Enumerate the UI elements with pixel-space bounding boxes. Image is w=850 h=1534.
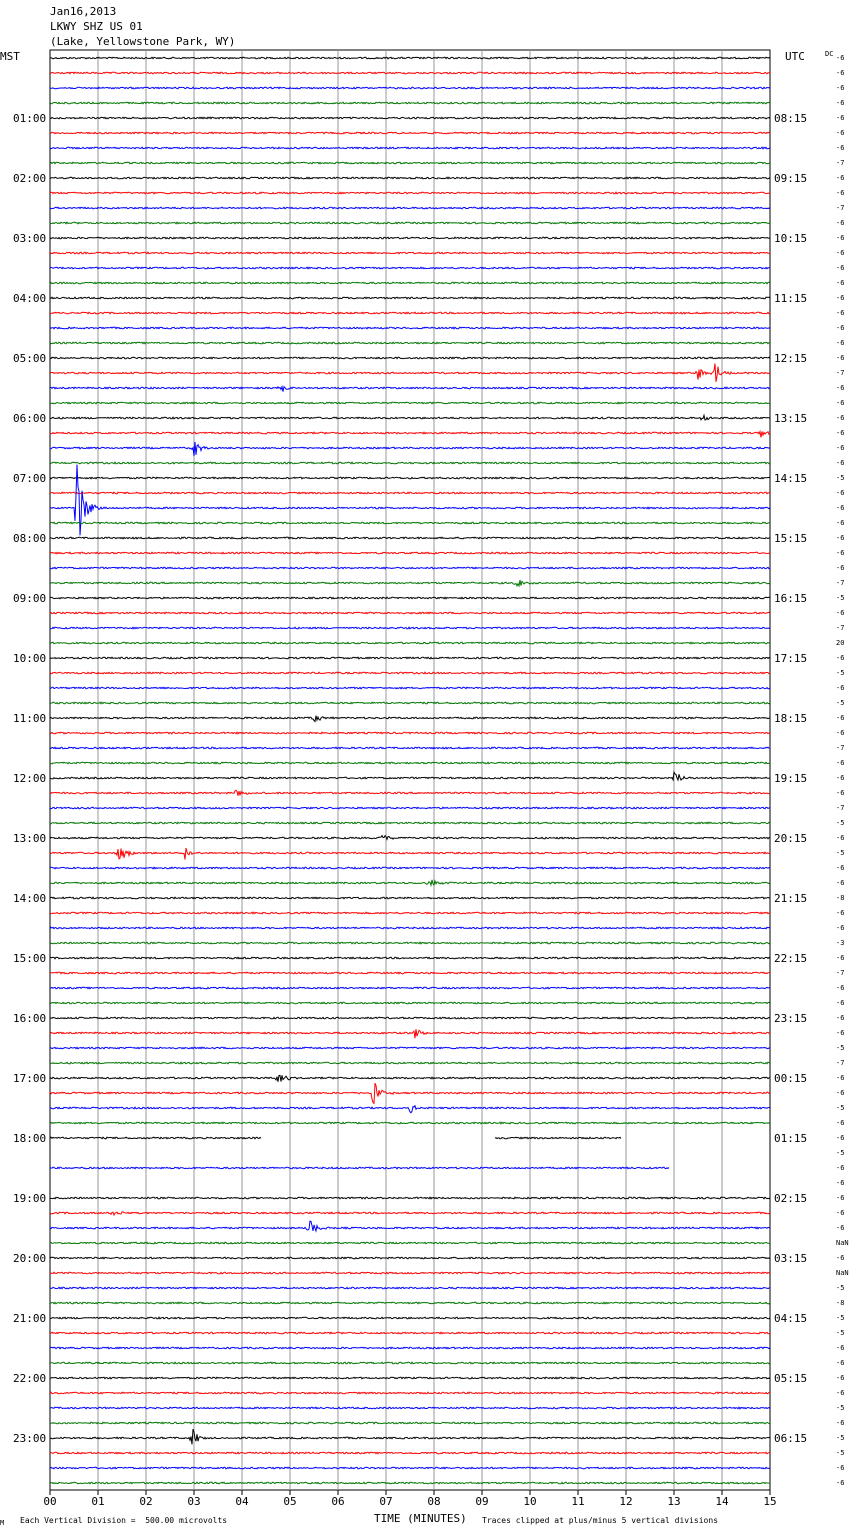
trace-offset-label: -6 xyxy=(836,729,845,737)
trace-line xyxy=(50,431,770,437)
x-tick-label: 05 xyxy=(283,1495,297,1508)
hour-label-mst: 18:00 xyxy=(13,1132,47,1145)
hour-label-utc: 08:15 xyxy=(774,112,808,125)
trace-line xyxy=(50,1017,770,1019)
trace-line xyxy=(50,790,770,796)
hour-label-mst: 01:00 xyxy=(13,112,47,125)
trace-offset-label: -6 xyxy=(836,84,845,92)
trace-offset-label: -6 xyxy=(836,654,845,662)
hour-label-utc: 10:15 xyxy=(774,232,808,245)
hour-label-mst: 02:00 xyxy=(13,172,47,185)
hour-label-utc: 12:15 xyxy=(774,352,808,365)
trace-offset-label: -6 xyxy=(836,99,845,107)
x-tick-label: 06 xyxy=(331,1495,345,1508)
hour-label-mst: 10:00 xyxy=(13,652,47,665)
trace-line xyxy=(50,522,770,524)
trace-offset-label: -6 xyxy=(836,489,845,497)
trace-offset-label: -6 xyxy=(836,249,845,257)
trace-line xyxy=(50,342,770,344)
hour-label-mst: 21:00 xyxy=(13,1312,47,1325)
trace-line xyxy=(50,327,770,329)
trace-offset-label: -6 xyxy=(836,279,845,287)
trace-offset-label: -7 xyxy=(836,579,845,587)
trace-offset-label: -6 xyxy=(836,834,845,842)
hour-label-utc: 23:15 xyxy=(774,1012,808,1025)
trace-offset-label: -6 xyxy=(836,1344,845,1352)
trace-line xyxy=(50,1137,621,1139)
hour-label-utc: 18:15 xyxy=(774,712,808,725)
trace-line xyxy=(50,1362,770,1364)
trace-offset-label: -6 xyxy=(836,414,845,422)
trace-offset-label: -6 xyxy=(836,1209,845,1217)
trace-offset-label: NaN xyxy=(836,1239,849,1247)
trace-offset-label: -6 xyxy=(836,219,845,227)
trace-offset-label: -6 xyxy=(836,354,845,362)
trace-line xyxy=(50,87,770,89)
trace-line xyxy=(50,642,770,644)
trace-line xyxy=(50,612,770,614)
dc-label: DC xyxy=(825,50,834,58)
footer-scale-note: Each Vertical Division = 500.00 microvolts xyxy=(20,1516,228,1525)
trace-offset-label: -6 xyxy=(836,909,845,917)
x-tick-label: 09 xyxy=(475,1495,489,1508)
trace-line xyxy=(50,772,770,780)
x-tick-label: 03 xyxy=(187,1495,201,1508)
trace-line xyxy=(50,1062,770,1064)
trace-offset-label: -6 xyxy=(836,564,845,572)
trace-offset-label: -7 xyxy=(836,804,845,812)
trace-line xyxy=(50,1221,770,1231)
trace-offset-label: -5 xyxy=(836,1149,845,1157)
trace-offset-label: -8 xyxy=(836,1299,845,1307)
trace-offset-label: NaN xyxy=(836,1269,849,1277)
hour-label-utc: 05:15 xyxy=(774,1372,808,1385)
hour-label-mst: 12:00 xyxy=(13,772,47,785)
trace-line xyxy=(50,732,770,734)
trace-line xyxy=(50,162,770,164)
trace-offset-label: -6 xyxy=(836,384,845,392)
trace-line xyxy=(50,1407,770,1409)
trace-line xyxy=(50,57,770,59)
trace-offset-label: -6 xyxy=(836,339,845,347)
trace-offset-label: -6 xyxy=(836,144,845,152)
trace-line xyxy=(50,192,770,194)
trace-line xyxy=(50,477,770,479)
hour-label-utc: 03:15 xyxy=(774,1252,808,1265)
trace-line xyxy=(50,72,770,74)
trace-offset-label: -6 xyxy=(836,954,845,962)
trace-line xyxy=(50,1452,770,1454)
trace-offset-label: -6 xyxy=(836,1119,845,1127)
x-tick-label: 15 xyxy=(763,1495,777,1508)
trace-line xyxy=(50,537,770,539)
x-tick-label: 02 xyxy=(139,1495,153,1508)
trace-offset-label: -5 xyxy=(836,699,845,707)
trace-offset-label: -5 xyxy=(836,1449,845,1457)
trace-line xyxy=(50,1197,770,1199)
trace-line xyxy=(50,222,770,224)
trace-line xyxy=(50,442,770,456)
trace-offset-label: -6 xyxy=(836,189,845,197)
trace-offset-label: -6 xyxy=(836,1134,845,1142)
station-name: LKWY SHZ US 01 xyxy=(50,20,143,33)
trace-offset-label: -7 xyxy=(836,369,845,377)
trace-line xyxy=(50,1287,770,1289)
right-timezone-label: UTC xyxy=(785,50,805,63)
x-tick-label: 13 xyxy=(667,1495,681,1508)
trace-line xyxy=(50,1392,770,1394)
trace-line xyxy=(50,657,770,659)
trace-line xyxy=(50,415,770,420)
trace-offset-label: -6 xyxy=(836,924,845,932)
plot-frame xyxy=(50,50,770,1490)
trace-line xyxy=(50,567,770,569)
trace-line xyxy=(50,1167,669,1169)
station-location: (Lake, Yellowstone Park, WY) xyxy=(50,35,236,48)
trace-offset-label: -7 xyxy=(836,624,845,632)
hour-label-mst: 23:00 xyxy=(13,1432,47,1445)
trace-line xyxy=(50,1467,770,1469)
trace-line xyxy=(50,147,770,149)
trace-offset-label: 20 xyxy=(836,639,845,647)
trace-line xyxy=(50,672,770,674)
trace-offset-label: -6 xyxy=(836,999,845,1007)
trace-line xyxy=(50,282,770,284)
trace-line xyxy=(50,1272,770,1274)
hour-label-utc: 06:15 xyxy=(774,1432,808,1445)
trace-offset-label: -6 xyxy=(836,864,845,872)
hour-label-mst: 05:00 xyxy=(13,352,47,365)
trace-line xyxy=(50,580,770,586)
trace-offset-label: -6 xyxy=(836,54,845,62)
hour-label-mst: 20:00 xyxy=(13,1252,47,1265)
trace-offset-label: -6 xyxy=(836,309,845,317)
trace-offset-label: -6 xyxy=(836,1194,845,1202)
trace-offset-label: -7 xyxy=(836,204,845,212)
trace-offset-label: -6 xyxy=(836,759,845,767)
hour-label-utc: 16:15 xyxy=(774,592,808,605)
hour-label-mst: 03:00 xyxy=(13,232,47,245)
trace-line xyxy=(50,957,770,959)
trace-offset-label: -6 xyxy=(836,1479,845,1487)
trace-offset-label: -6 xyxy=(836,1164,845,1172)
x-tick-label: 01 xyxy=(91,1495,105,1508)
trace-offset-label: -6 xyxy=(836,1419,845,1427)
trace-offset-label: -7 xyxy=(836,159,845,167)
trace-line xyxy=(50,117,770,119)
hour-label-utc: 04:15 xyxy=(774,1312,808,1325)
hour-label-mst: 07:00 xyxy=(13,472,47,485)
hour-label-mst: 08:00 xyxy=(13,532,47,545)
trace-offset-label: -6 xyxy=(836,1014,845,1022)
trace-line xyxy=(50,848,770,859)
hour-label-utc: 14:15 xyxy=(774,472,808,485)
trace-line xyxy=(50,465,770,536)
hour-label-mst: 14:00 xyxy=(13,892,47,905)
hour-label-mst: 06:00 xyxy=(13,412,47,425)
hour-label-mst: 22:00 xyxy=(13,1372,47,1385)
trace-offset-label: -7 xyxy=(836,1059,845,1067)
hour-label-mst: 16:00 xyxy=(13,1012,47,1025)
trace-offset-label: -6 xyxy=(836,324,845,332)
x-tick-label: 07 xyxy=(379,1495,393,1508)
trace-offset-label: -6 xyxy=(836,549,845,557)
trace-line xyxy=(50,880,770,885)
hour-label-utc: 09:15 xyxy=(774,172,808,185)
trace-offset-label: -6 xyxy=(836,69,845,77)
trace-offset-label: -6 xyxy=(836,1374,845,1382)
hour-label-utc: 13:15 xyxy=(774,412,808,425)
trace-line xyxy=(50,687,770,689)
trace-offset-label: -5 xyxy=(836,849,845,857)
hour-label-utc: 15:15 xyxy=(774,532,808,545)
x-tick-label: 10 xyxy=(523,1495,537,1508)
trace-line xyxy=(50,1429,770,1444)
left-timezone-label: MST xyxy=(0,50,20,63)
trace-offset-label: -7 xyxy=(836,744,845,752)
trace-line xyxy=(50,357,770,359)
trace-offset-label: -8 xyxy=(836,894,845,902)
hour-label-mst: 11:00 xyxy=(13,712,47,725)
trace-line xyxy=(50,364,770,382)
trace-line xyxy=(50,1317,770,1319)
trace-offset-label: -6 xyxy=(836,1179,845,1187)
trace-offset-label: -7 xyxy=(836,969,845,977)
trace-line xyxy=(50,716,770,722)
hour-label-utc: 17:15 xyxy=(774,652,808,665)
trace-offset-label: -6 xyxy=(836,234,845,242)
trace-line xyxy=(50,822,770,824)
hour-label-mst: 15:00 xyxy=(13,952,47,965)
trace-offset-label: -5 xyxy=(836,1104,845,1112)
x-tick-label: 00 xyxy=(43,1495,57,1508)
hour-label-utc: 21:15 xyxy=(774,892,808,905)
footer-mark: M xyxy=(0,1519,5,1527)
trace-offset-label: -3 xyxy=(836,939,845,947)
trace-offset-label: -6 xyxy=(836,429,845,437)
trace-offset-label: -6 xyxy=(836,1074,845,1082)
trace-offset-label: -5 xyxy=(836,1404,845,1412)
trace-line xyxy=(50,297,770,299)
trace-offset-label: -6 xyxy=(836,294,845,302)
trace-offset-label: -5 xyxy=(836,669,845,677)
trace-line xyxy=(50,1106,770,1113)
trace-offset-label: -6 xyxy=(836,1089,845,1097)
trace-offset-label: -6 xyxy=(836,519,845,527)
trace-offset-label: -6 xyxy=(836,1224,845,1232)
trace-offset-label: -6 xyxy=(836,174,845,182)
trace-offset-label: -5 xyxy=(836,1314,845,1322)
hour-label-utc: 02:15 xyxy=(774,1192,808,1205)
trace-line xyxy=(50,972,770,974)
x-tick-label: 12 xyxy=(619,1495,633,1508)
trace-line xyxy=(50,492,770,494)
trace-offset-label: -5 xyxy=(836,1434,845,1442)
trace-line xyxy=(50,1002,770,1004)
trace-offset-label: -6 xyxy=(836,789,845,797)
hour-label-mst: 04:00 xyxy=(13,292,47,305)
trace-line xyxy=(50,1029,770,1038)
hour-label-utc: 00:15 xyxy=(774,1072,808,1085)
trace-line xyxy=(50,402,770,404)
x-tick-label: 04 xyxy=(235,1495,249,1508)
trace-line xyxy=(50,702,770,704)
hour-label-utc: 01:15 xyxy=(774,1132,808,1145)
trace-line xyxy=(50,267,770,269)
trace-line xyxy=(50,1083,770,1103)
trace-offset-label: -6 xyxy=(836,534,845,542)
trace-offset-label: -6 xyxy=(836,264,845,272)
trace-offset-label: -6 xyxy=(836,114,845,122)
trace-line xyxy=(50,387,770,392)
x-tick-label: 14 xyxy=(715,1495,729,1508)
trace-offset-label: -6 xyxy=(836,1359,845,1367)
trace-line xyxy=(50,1332,770,1334)
trace-line xyxy=(50,1075,770,1082)
trace-line xyxy=(50,177,770,179)
trace-line xyxy=(50,237,770,239)
trace-offset-label: -6 xyxy=(836,1464,845,1472)
trace-line xyxy=(50,312,770,314)
trace-offset-label: -6 xyxy=(836,774,845,782)
trace-offset-label: -6 xyxy=(836,1389,845,1397)
trace-offset-label: -5 xyxy=(836,1284,845,1292)
trace-line xyxy=(50,1242,770,1244)
trace-offset-label: -5 xyxy=(836,594,845,602)
trace-offset-label: -6 xyxy=(836,714,845,722)
hour-label-mst: 13:00 xyxy=(13,832,47,845)
trace-line xyxy=(50,552,770,554)
trace-line xyxy=(50,462,770,464)
x-tick-label: 08 xyxy=(427,1495,441,1508)
trace-line xyxy=(50,207,770,209)
trace-line xyxy=(50,807,770,809)
hour-label-utc: 19:15 xyxy=(774,772,808,785)
trace-line xyxy=(50,597,770,599)
trace-offset-label: -6 xyxy=(836,459,845,467)
trace-offset-label: -5 xyxy=(836,1044,845,1052)
trace-line xyxy=(50,942,770,944)
trace-line xyxy=(50,252,770,254)
trace-offset-label: -5 xyxy=(836,474,845,482)
trace-line xyxy=(50,987,770,989)
x-axis-title: TIME (MINUTES) xyxy=(374,1512,467,1525)
trace-line xyxy=(50,912,770,914)
trace-offset-label: -6 xyxy=(836,444,845,452)
trace-offset-label: -6 xyxy=(836,879,845,887)
trace-offset-label: -6 xyxy=(836,399,845,407)
footer-clip-note: Traces clipped at plus/minus 5 vertical divisions xyxy=(482,1516,719,1525)
trace-offset-label: -6 xyxy=(836,609,845,617)
x-tick-label: 11 xyxy=(571,1495,585,1508)
trace-offset-label: -6 xyxy=(836,504,845,512)
hour-label-utc: 20:15 xyxy=(774,832,808,845)
trace-line xyxy=(50,627,770,629)
trace-line xyxy=(50,897,770,899)
trace-line xyxy=(50,1257,770,1259)
hour-label-utc: 11:15 xyxy=(774,292,808,305)
hour-label-mst: 19:00 xyxy=(13,1192,47,1205)
trace-offset-label: -6 xyxy=(836,1254,845,1262)
trace-line xyxy=(50,1347,770,1349)
trace-line xyxy=(50,927,770,929)
trace-line xyxy=(50,1422,770,1424)
trace-offset-label: -6 xyxy=(836,984,845,992)
trace-line xyxy=(50,1212,770,1215)
trace-line xyxy=(50,1377,770,1379)
hour-label-mst: 09:00 xyxy=(13,592,47,605)
trace-line xyxy=(50,102,770,104)
trace-line xyxy=(50,867,770,869)
trace-line xyxy=(50,1482,770,1484)
trace-offset-label: -6 xyxy=(836,129,845,137)
trace-line xyxy=(50,1302,770,1304)
trace-offset-label: -5 xyxy=(836,819,845,827)
trace-offset-label: -6 xyxy=(836,1029,845,1037)
trace-line xyxy=(50,747,770,749)
hour-label-utc: 22:15 xyxy=(774,952,808,965)
trace-offset-label: -6 xyxy=(836,684,845,692)
trace-line xyxy=(50,1122,770,1124)
trace-offset-label: -5 xyxy=(836,1329,845,1337)
trace-line xyxy=(50,836,770,840)
chart-date: Jan16,2013 xyxy=(50,5,117,18)
trace-line xyxy=(50,132,770,134)
hour-label-mst: 17:00 xyxy=(13,1072,47,1085)
trace-line xyxy=(50,1047,770,1049)
trace-line xyxy=(50,762,770,764)
